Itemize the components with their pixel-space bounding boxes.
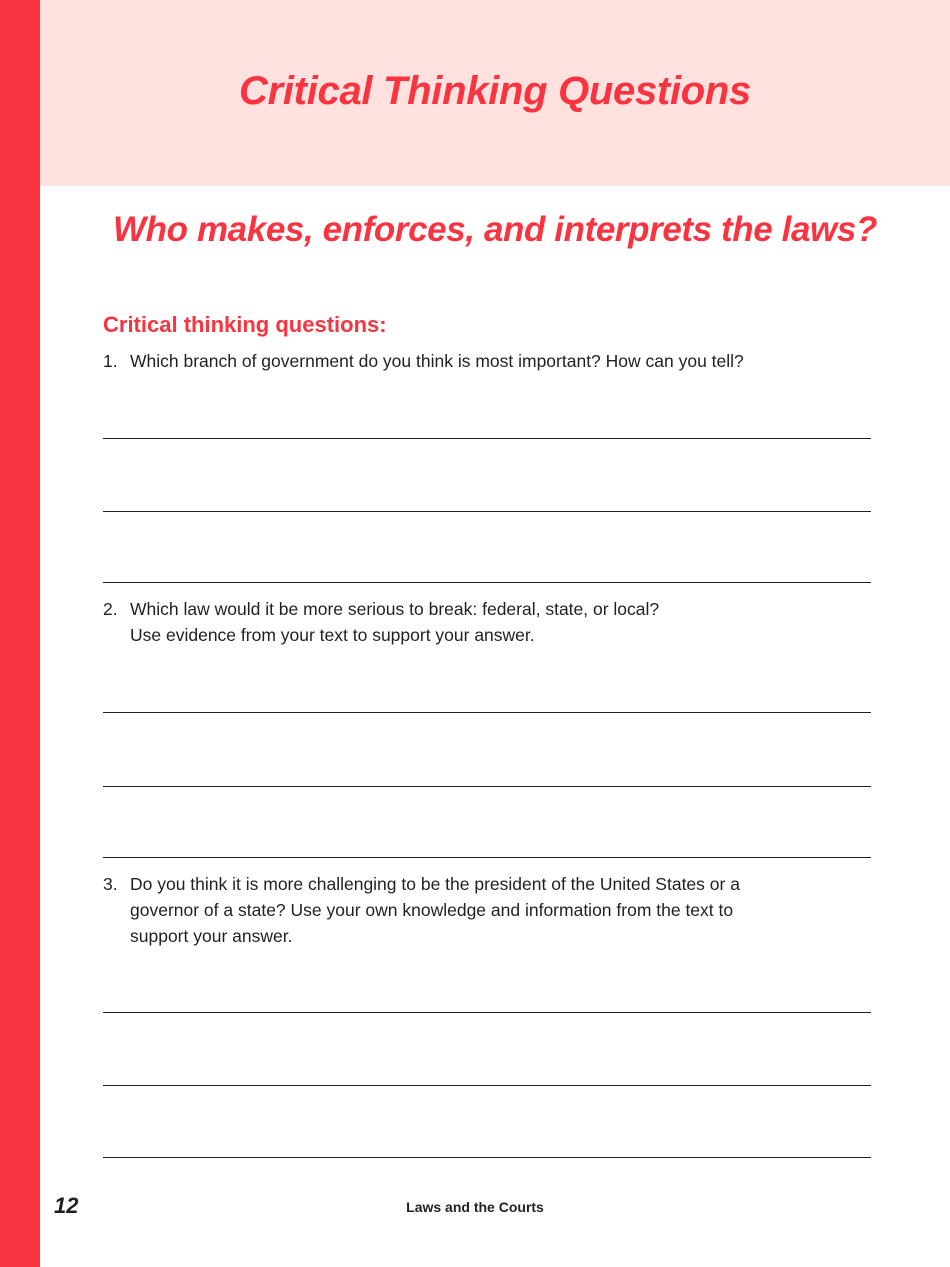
question-number: 1.	[103, 351, 118, 371]
question-text	[130, 871, 843, 949]
question-text	[130, 596, 843, 648]
footer-book-title: Laws and the Courts	[406, 1199, 544, 1215]
page-title: Critical Thinking Questions	[239, 69, 751, 113]
question-number: 3.	[103, 874, 118, 894]
left-accent-bar	[0, 0, 40, 1267]
question-line: Do you think it is more challenging to be the president of the United States or a	[130, 874, 740, 894]
answer-line[interactable]	[103, 1085, 871, 1086]
question-line: support your answer.	[130, 926, 293, 946]
header-band	[40, 0, 950, 186]
answer-line[interactable]	[103, 582, 871, 583]
answer-line[interactable]	[103, 712, 871, 713]
answer-line[interactable]	[103, 511, 871, 512]
question-line: Which branch of government do you think is most important? How can you tell?	[130, 351, 744, 371]
question-text	[130, 348, 843, 374]
question-number: 2.	[103, 599, 118, 619]
section-heading: Critical thinking questions:	[103, 312, 387, 337]
question-2	[103, 596, 843, 648]
question-line: Use evidence from your text to support your answer.	[130, 625, 535, 645]
answer-line[interactable]	[103, 786, 871, 787]
question-3	[103, 871, 843, 949]
question-1	[103, 348, 843, 374]
question-line: Which law would it be more serious to break: federal, state, or local?	[130, 599, 660, 619]
page-subtitle: Who makes, enforces, and interprets the laws?	[113, 210, 877, 249]
answer-line[interactable]	[103, 1157, 871, 1158]
answer-line[interactable]	[103, 1012, 871, 1013]
page-number: 12	[54, 1193, 79, 1218]
answer-line[interactable]	[103, 438, 871, 439]
question-line: governor of a state? Use your own knowledge and information from the text to	[130, 900, 734, 920]
answer-line[interactable]	[103, 857, 871, 858]
